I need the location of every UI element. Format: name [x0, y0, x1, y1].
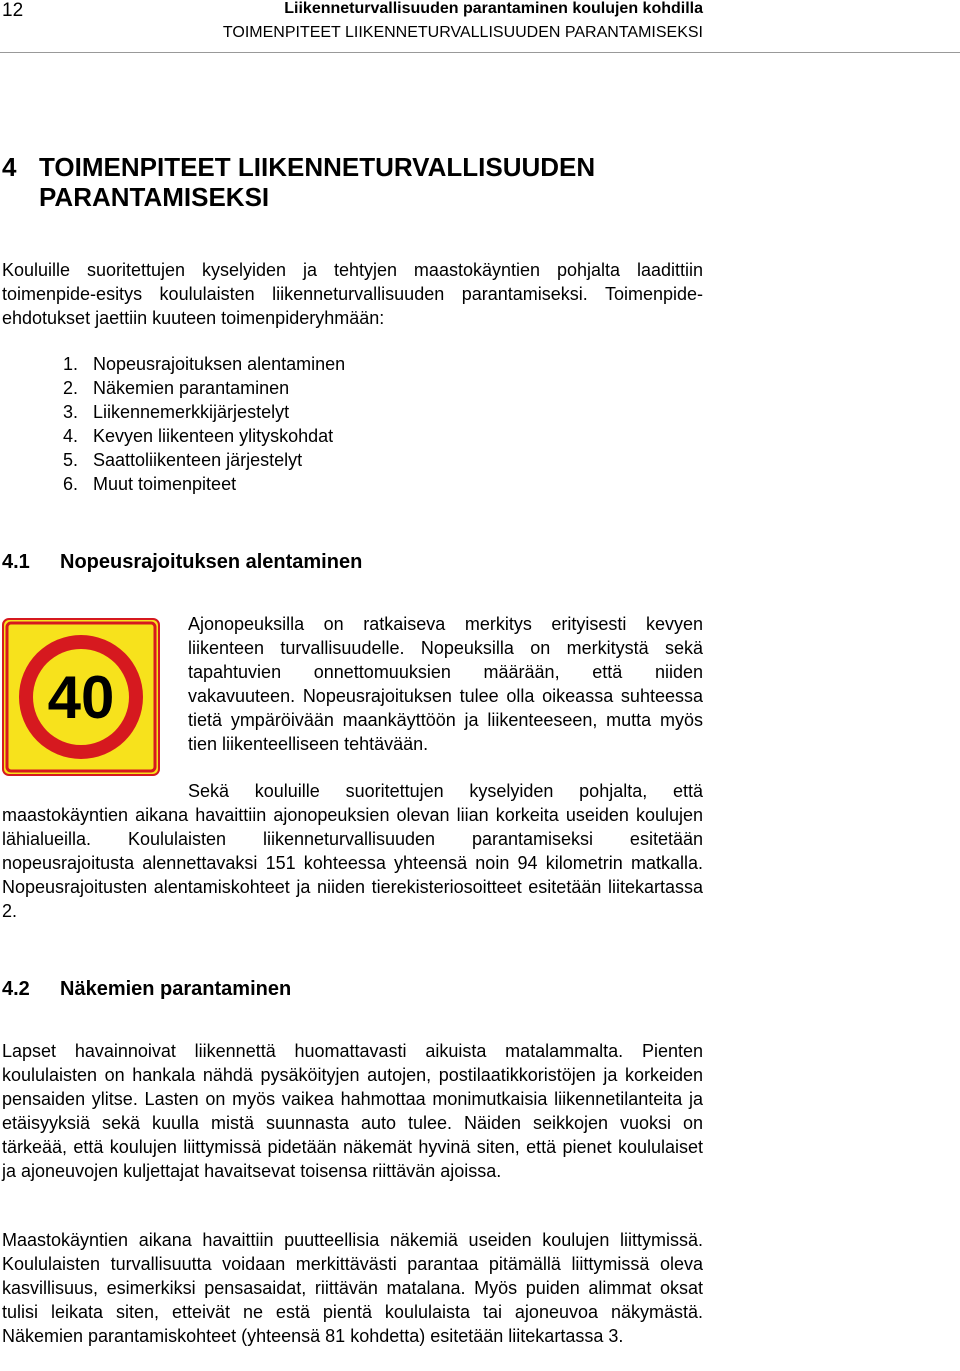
running-header-title: Liikenneturvallisuuden parantaminen koulujen kohdilla: [284, 0, 703, 17]
list-item: 6. Muut toimenpiteet: [63, 474, 237, 494]
chapter-heading: [2, 152, 595, 212]
section-heading-4-1: [2, 551, 362, 574]
chapter-title-line2: PARANTAMISEKSI: [39, 182, 270, 212]
speed-limit-sign-image: [2, 618, 160, 776]
section-title: Näkemien parantaminen: [60, 978, 292, 1000]
section-4-1-body: Sekä kouluille suoritettujen kyselyiden pohjalta, että maastokäyntien aikana havaittiin ajonopeuksien olevan liian korkeita useiden koulujen lähialueilla. Koululaisten liikenneturvallisuuden parantamiseksi esitetään nopeusrajoitusta alennettavaksi 151 kohteessa yhteensä noin 94 kilometrin matkalla. Nopeusrajoitusten alentamiskohteet ja niiden tierekisteriosoitteet esitetään liitekartassa 2.: [2, 781, 703, 921]
section-title: Nopeusrajoituksen alentaminen: [60, 551, 363, 573]
chapter-intro: Kouluille suoritettujen kyselyiden ja tehtyjen maastokäyntien pohjalta laadittiin toimenpide-esitys koululaisten liikenneturvallisuuden parantamiseksi. Toimenpide-ehdotukset jaettiin kuuteen toimenpideryhmään:: [2, 260, 703, 328]
chapter-title-line1: TOIMENPITEET LIIKENNETURVALLISUUDEN: [39, 152, 596, 182]
section-4-2-para1: Lapset havainnoivat liikennettä huomattavasti aikuista matalammalta. Pienten koululaisten on hankala nähdä pysäköityjen autojen, postilaatikkoristöjen ja korkeiden pensaiden ylitse. Lasten on myös vaikea hahmottaa monimutkaisia liikennetilanteita ja etäisyyksiä sekä kuulla mistä suunnasta auto tulee. Näiden seikkojen vuoksi on tärkeää, että koulujen liittymissä pidetään näkemät hyvinä siten, että pienet koululaiset ja ajoneuvojen kuljettajat havaitsevat toisensa riittävän ajoissa.: [2, 1041, 703, 1181]
chapter-number: 4: [2, 152, 17, 182]
section-4-2-para2: Maastokäyntien aikana havaittiin puutteellisia näkemiä useiden koulujen liittymissä. Koululaisten turvallisuutta voidaan merkittävästi parantaa pitämällä liittymissä oleva kasvillisuus, esimerkiksi pensasaidat, riittävän matalana. Myös puiden alimmat oksat tulisi leikata siten, etteivät ne estä pientä koululaista tai ajoneuvoa näkymästä. Näkemien parantamiskohteet (yhteensä 81 kohdetta) esitetään liitekartassa 3.: [2, 1230, 703, 1346]
list-item: 2. Näkemien parantaminen: [63, 378, 290, 398]
list-item: 1. Nopeusrajoituksen alentaminen: [63, 354, 346, 374]
list-item: 4. Kevyen liikenteen ylityskohdat: [63, 426, 334, 446]
measure-group-list: [63, 352, 345, 496]
section-number: 4.1: [2, 551, 30, 573]
list-item: 3. Liikennemerkkijärjestelyt: [63, 402, 290, 422]
header-divider: [0, 52, 960, 53]
page-number: 12: [2, 0, 24, 21]
speed-limit-value: 40: [47, 664, 115, 731]
section-number: 4.2: [2, 978, 30, 1000]
running-header-chapter: TOIMENPITEET LIIKENNETURVALLISUUDEN PARANTAMISEKSI: [222, 24, 703, 41]
section-heading-4-2: [2, 978, 291, 1001]
section-4-1-intro: Ajonopeuksilla on ratkaiseva merkitys erityisesti kevyen liikenteen turvallisuudelle. Nopeuksilla on merkitystä sekä tapahtuvien onnettomuuksien määrään, että niiden vakavuuteen. Nopeusrajoituksen tulee olla oikeassa suhteessa tietä ympäröivään maankäyttöön ja liikenteeseen, mutta myös tien liikenteelliseen tehtävään.: [188, 614, 703, 754]
list-item: 5. Saattoliikenteen järjestelyt: [63, 450, 303, 470]
